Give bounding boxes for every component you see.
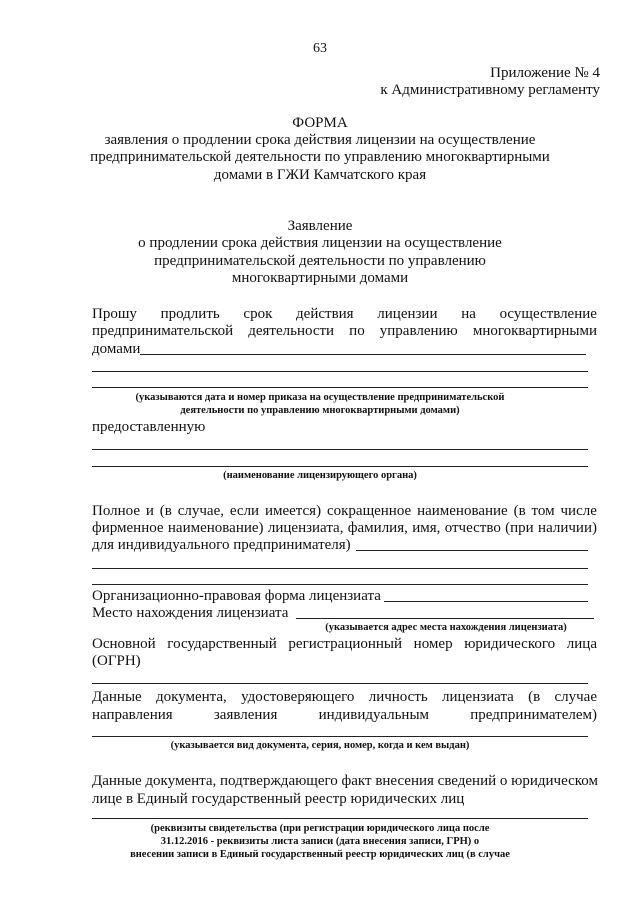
word: сокращенное [326,503,412,519]
word: управлению [379,323,458,339]
word: регистрационный [288,636,403,652]
word: (в [159,503,172,519]
identity-line-1 [92,688,597,706]
licensee-line-3: для индивидуального предпринимателя) [92,537,351,553]
word: лицензиата [442,689,514,705]
form-subtitle-line: предпринимательской деятельности по управлению многоквартирными [90,149,550,165]
licensee-line-1 [92,502,597,520]
word: многоквартирными [472,323,597,339]
word: осуществление [499,306,597,322]
registry-field-line[interactable] [92,818,588,819]
word: на [461,306,476,322]
word: лица [566,636,597,652]
request-line-3: домами [92,341,141,357]
word: государственный [167,636,277,652]
identity-hint: (указывается вид документа, серия, номер, когда и кем выдан) [170,740,470,751]
word: лицензии [377,306,438,322]
legal-form-field[interactable] [384,601,588,602]
org-hint: (наименование лицензирующего органа) [223,470,417,481]
word: срок [243,306,273,322]
word: (в [528,689,541,705]
word: документа, [155,689,227,705]
word: удостоверяющего [241,689,355,705]
identity-field-line[interactable] [92,736,588,737]
word: Прошу [92,306,137,322]
word: отчество [444,520,501,536]
registry-hint: (реквизиты свидетельства (при регистрации юридического лица после [150,823,490,834]
page-number: 63 [313,41,327,56]
word: Полное [92,503,140,519]
appendix-reference: к Административному регламенту [380,82,600,98]
word: наименование [417,503,508,519]
registry-hint: 31.12.2016 - реквизиты листа записи (дата внесения записи, ГРН) о [160,836,480,847]
word: имеется) [264,503,322,519]
licensee-line-2 [92,519,597,537]
appendix-number: Приложение № 4 [490,65,600,81]
registry-line-2: лице в Единый государственный реестр юридических лиц [92,791,465,807]
word: случае, [177,503,224,519]
location-label: Место нахождения лицензиата [92,605,289,621]
word: деятельности [248,323,335,339]
location-hint: (указывается адрес места нахождения лицензиата) [325,622,567,633]
order-field-line[interactable] [92,371,588,372]
word: (в [513,503,526,519]
ogrn-line-1 [92,635,597,653]
location-field[interactable] [296,618,594,619]
licensee-name-field[interactable] [356,550,588,551]
ogrn-line-2: (ОГРН) [92,653,141,669]
word: том [531,503,555,519]
order-hint: (указываются дата и номер приказа на осуществление предпринимательской [135,392,505,403]
form-title: ФОРМА [292,115,348,131]
application-subtitle-line: о продлении срока действия лицензии на осуществление [138,235,502,251]
word: наличии) [538,520,597,536]
word: продлить [160,306,220,322]
word: фамилия, [347,520,408,536]
word: направления [92,707,173,723]
request-line-2 [92,322,597,340]
org-field-line[interactable] [92,449,588,450]
order-hint: деятельности по управлению многоквартирными домами) [180,405,460,416]
word: предпринимателем) [470,707,597,723]
word: индивидуальным [318,707,430,723]
word: номер [413,636,453,652]
word: предпринимательской [92,323,234,339]
form-subtitle-line: домами в ГЖИ Камчатского края [213,167,427,183]
word: юридического [464,636,556,652]
registry-hint: внесении записи в Единый государственный реестр юридических лиц (в случае [130,849,510,860]
word: фирменное [92,520,164,536]
licensee-name-field[interactable] [92,568,588,569]
form-subtitle-line: заявления о продлении срока действия лицензии на осуществление [104,132,536,148]
word: действия [296,306,354,322]
word: числе [560,503,597,519]
registry-line-1: Данные документа, подтверждающего факт внесения сведений о юридическом [92,773,599,789]
licensee-name-field[interactable] [92,584,588,585]
word: заявления [213,707,278,723]
word: Данные [92,689,142,705]
org-field-line[interactable] [92,466,588,467]
application-subtitle-line: предпринимательской деятельности по управлению [154,253,486,269]
word: по [349,323,365,339]
word: личность [368,689,428,705]
word: Основной [92,636,156,652]
word: и [145,503,154,519]
word: если [229,503,260,519]
application-subtitle-line: многоквартирными домами [231,270,409,286]
word: имя, [412,520,441,536]
word: (при [505,520,534,536]
request-line-1 [92,305,597,323]
word: случае [554,689,597,705]
application-title: Заявление [287,218,353,234]
order-field-line[interactable] [92,387,588,388]
identity-line-2 [92,706,597,724]
word: наименование) [167,520,264,536]
word: лицензиата, [267,520,344,536]
legal-form-label: Организационно-правовая форма лицензиата [92,588,381,604]
order-field-line[interactable] [140,354,586,355]
provided-label: предоставленную [92,419,206,435]
ogrn-field-line[interactable] [92,683,588,684]
